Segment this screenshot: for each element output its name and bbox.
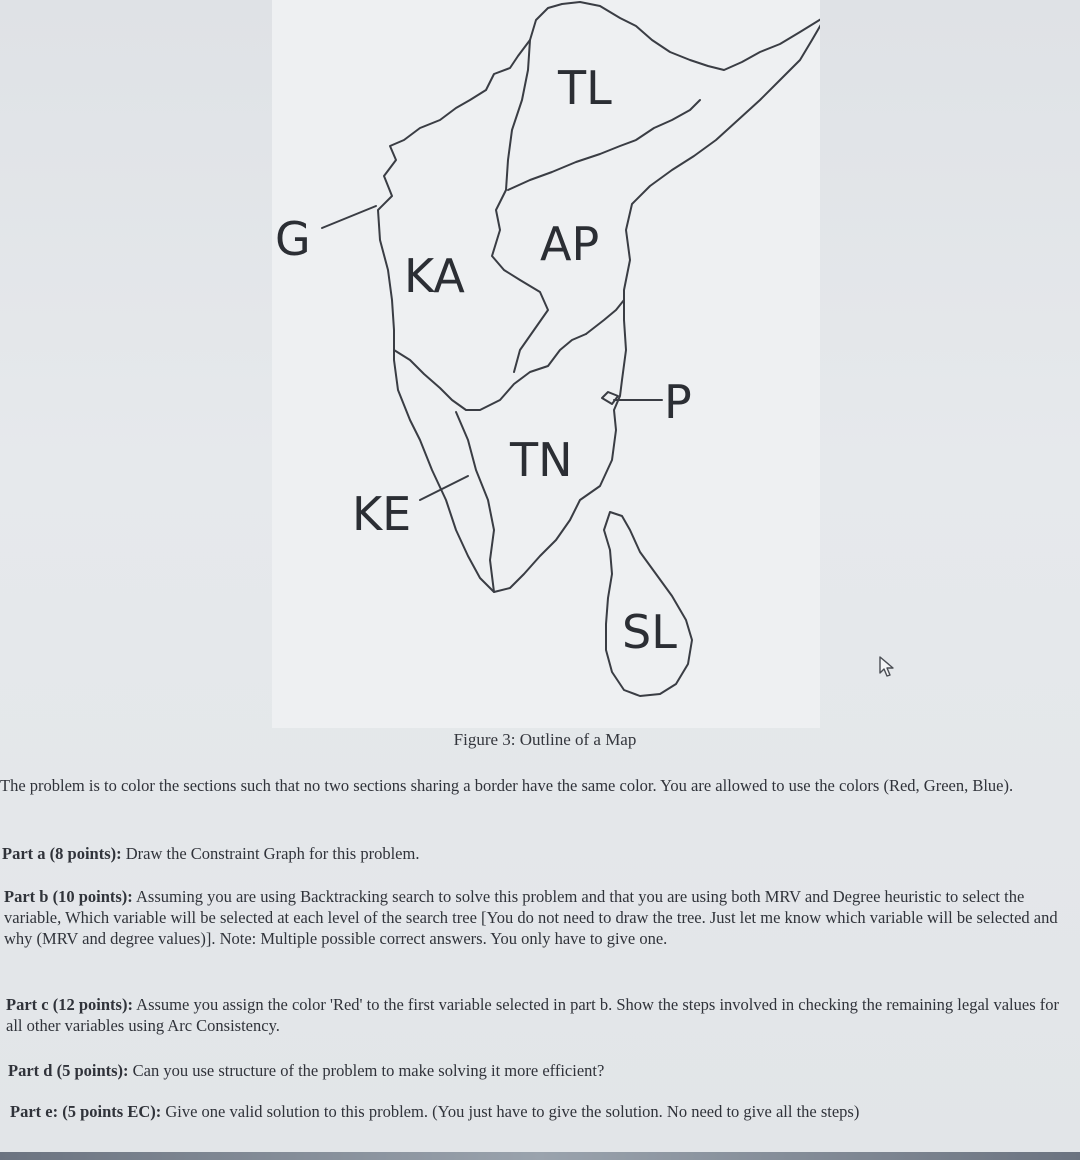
label-ap: AP <box>540 217 600 271</box>
ke-tn-border <box>456 412 494 592</box>
part-b <box>4 886 1078 949</box>
part-a-heading: Part a (8 points): <box>2 844 122 863</box>
label-tn: TN <box>510 433 573 487</box>
g-pointer-line <box>322 206 376 228</box>
part-c-text: Assume you assign the color 'Red' to the first variable selected in part b. Show the steps involved in checking the remaining legal values for all other variables using Arc Consistency. <box>6 995 1059 1035</box>
label-p: P <box>664 375 692 429</box>
part-e <box>10 1101 1070 1122</box>
ka-east-border <box>492 40 548 372</box>
part-d <box>8 1060 1068 1081</box>
mouse-cursor-icon <box>878 656 896 678</box>
part-a-text: Draw the Constraint Graph for this problem. <box>121 844 420 863</box>
part-a <box>2 843 1072 864</box>
part-b-text: Assuming you are using Backtracking search to solve this problem and that you are using both MRV and Degree heuristic to select the variable, Which variable will be selected at each level of the search tree [You do not need to draw the tree. Just let me know which variable will be selected and why (MRV and degree values)]. Note: Multiple possible correct answers. You only have to give one. <box>4 887 1058 948</box>
map-figure <box>272 0 820 728</box>
monitor-bezel-edge <box>0 1152 1080 1160</box>
label-ka: KA <box>404 249 465 303</box>
problem-intro <box>0 775 1070 796</box>
p-marker <box>602 392 618 404</box>
part-d-heading: Part d (5 points): <box>8 1061 129 1080</box>
label-tl: TL <box>558 61 612 115</box>
sl-outline <box>604 512 692 696</box>
figure-caption: Figure 3: Outline of a Map <box>453 730 637 749</box>
ka-tn-border <box>394 334 586 410</box>
part-b-heading: Part b (10 points): <box>4 887 133 906</box>
part-d-text: Can you use structure of the problem to make solving it more efficient? <box>128 1061 605 1080</box>
label-sl: SL <box>622 605 677 659</box>
problem-intro-text: The problem is to color the sections such that no two sections sharing a border have the same color. You are allowed to use the colors (Red, Green, Blue). <box>0 776 1014 795</box>
label-ke: KE <box>352 487 412 541</box>
label-g: G <box>275 212 311 266</box>
part-c-heading: Part c (12 points): <box>6 995 133 1014</box>
part-e-heading: Part e: (5 points EC): <box>10 1102 162 1121</box>
part-c <box>6 994 1072 1036</box>
ap-tn-border <box>586 300 624 334</box>
part-e-text: Give one valid solution to this problem. (You just have to give the solution. No need to give all the steps) <box>161 1102 860 1121</box>
